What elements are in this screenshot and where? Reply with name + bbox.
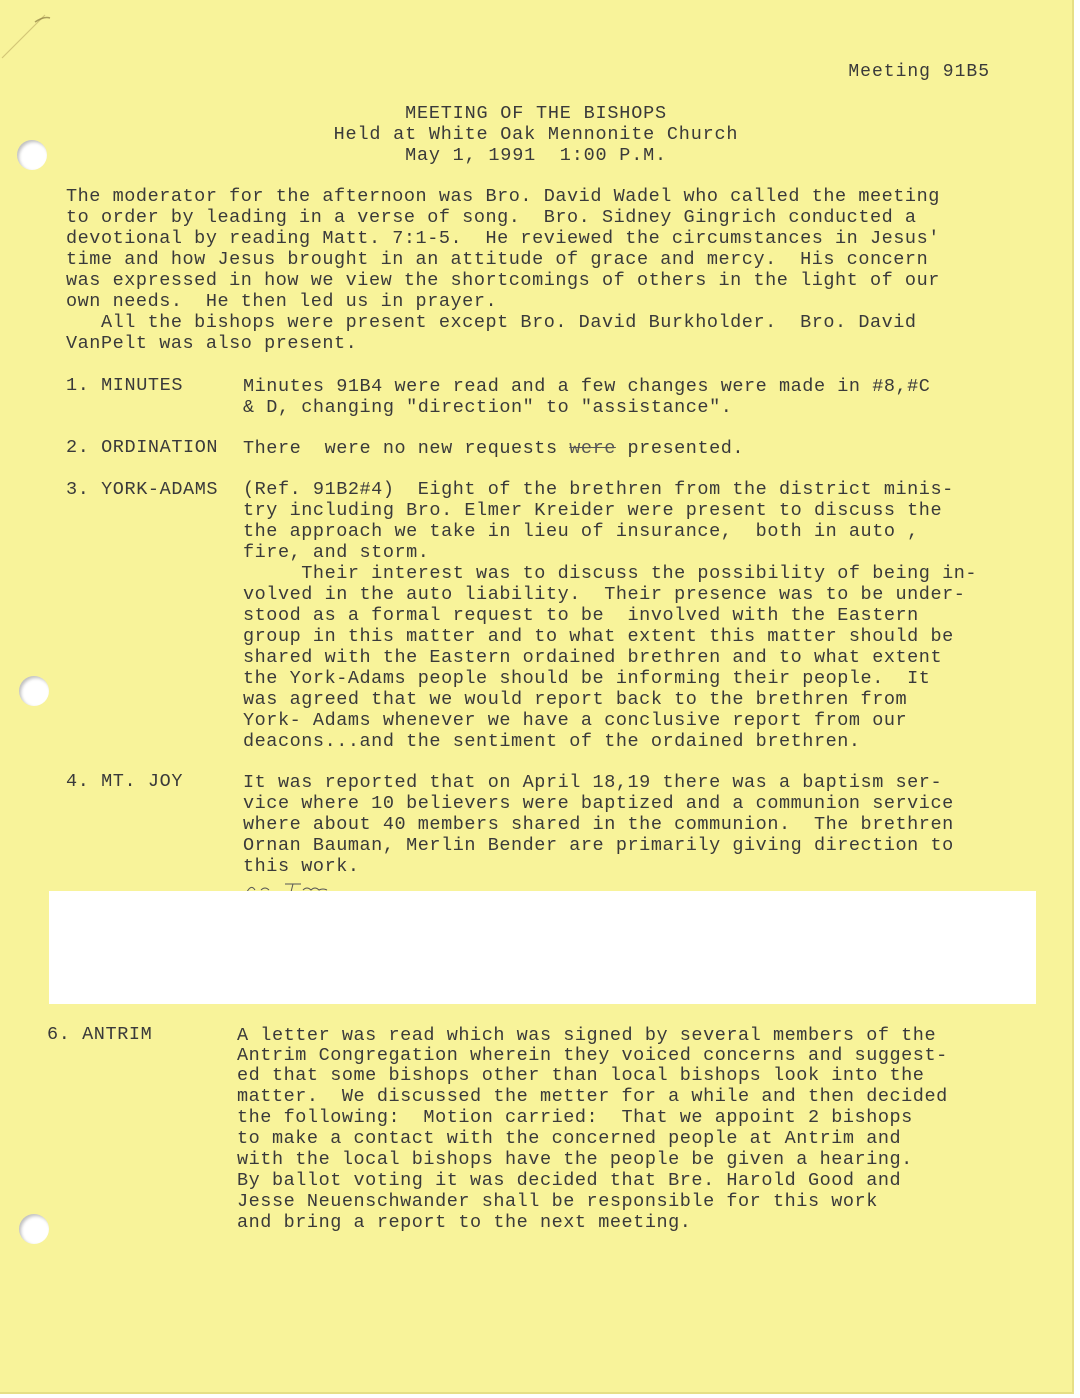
item-line: ed that some bishops other than local bishops look into the <box>237 1065 925 1086</box>
item-line: this work. <box>243 856 360 877</box>
item-line: York- Adams whenever we have a conclusive report from our <box>243 710 908 731</box>
item-line: vice where 10 believers were baptized and a communion service <box>243 793 954 814</box>
item-line: matter. We discussed the metter for a while and then decided <box>237 1086 948 1107</box>
corner-smudge-mark <box>0 0 60 60</box>
redaction-block <box>49 891 1036 1004</box>
item-line: stood as a formal request to be involved with the Eastern <box>243 605 919 626</box>
item-label: 4. MT. JOY <box>66 771 184 792</box>
item-line: shared with the Eastern ordained brethren and to what extent <box>243 647 943 668</box>
intro-line: The moderator for the afternoon was Bro. David Wadel who called the meeting <box>66 186 940 207</box>
struck-word: were <box>569 438 616 459</box>
intro-line: devotional by reading Matt. 7:1-5. He reviewed the circumstances in Jesus' <box>66 228 940 249</box>
punch-hole-bottom <box>19 1214 49 1244</box>
item-line: & D, changing "direction" to "assistance". <box>243 397 733 418</box>
document-id: Meeting 91B5 <box>848 62 990 82</box>
item-line: Minutes 91B4 were read and a few changes were made in #8,#C <box>243 376 931 397</box>
intro-line: to order by leading in a verse of song. Bro. Sidney Gingrich conducted a <box>66 207 917 228</box>
item-line: group in this matter and to what extent this matter should be <box>243 626 954 647</box>
item-line: and bring a report to the next meeting. <box>237 1212 692 1233</box>
item-line: Ornan Bauman, Merlin Bender are primarily giving direction to <box>243 835 954 856</box>
item-line: It was reported that on April 18,19 there was a baptism ser- <box>243 772 943 793</box>
item-line: fire, and storm. <box>243 542 430 563</box>
item-line: (Ref. 91B2#4) Eight of the brethren from the district minis- <box>243 479 954 500</box>
item-line: try including Bro. Elmer Kreider were present to discuss the <box>243 500 943 521</box>
intro-line: time and how Jesus brought in an attitude of grace and mercy. His concern <box>66 249 929 270</box>
intro-line: own needs. He then led us in prayer. <box>66 291 498 312</box>
item-line: the York-Adams people should be informing their people. It <box>243 668 931 689</box>
ordination-text-after: presented. <box>615 438 745 459</box>
meeting-date: May 1, 1991 1:00 P.M. <box>405 145 667 166</box>
item-line: Their interest was to discuss the possibility of being in- <box>243 563 978 584</box>
intro-line: was expressed in how we view the shortcomings of others in the light of our <box>66 270 940 291</box>
intro-line: VanPelt was also present. <box>66 333 358 354</box>
item-line <box>243 439 744 460</box>
item-line: the approach we take in lieu of insurance, both in auto , <box>243 521 919 542</box>
ordination-text-before: There were no new requests <box>243 438 570 459</box>
item-line: Jesse Neuenschwander shall be responsible for this work <box>237 1191 878 1212</box>
item-line: where about 40 members shared in the communion. The brethren <box>243 814 954 835</box>
item-line: with the local bishops have the people be given a hearing. <box>237 1149 913 1170</box>
item-line: By ballot voting it was decided that Bre. Harold Good and <box>237 1170 902 1191</box>
item-line: the following: Motion carried: That we appoint 2 bishops <box>237 1107 913 1128</box>
item-label: 6. ANTRIM <box>47 1024 153 1045</box>
item-line: was agreed that we would report back to the brethren from <box>243 689 908 710</box>
meeting-location: Held at White Oak Mennonite Church <box>333 124 739 145</box>
item-label: 3. YORK-ADAMS <box>66 479 219 500</box>
punch-hole-middle <box>19 676 49 706</box>
item-line: to make a contact with the concerned people at Antrim and <box>237 1128 902 1149</box>
meeting-title: MEETING OF THE BISHOPS <box>405 103 667 124</box>
item-label: 1. MINUTES <box>66 375 184 396</box>
item-line: Antrim Congregation wherein they voiced concerns and suggest- <box>237 1045 948 1066</box>
intro-line: All the bishops were present except Bro. David Burkholder. Bro. David <box>66 312 917 333</box>
item-line: deacons...and the sentiment of the ordained brethren. <box>243 731 861 752</box>
item-line: volved in the auto liability. Their presence was to be under- <box>243 584 966 605</box>
item-label: 2. ORDINATION <box>66 437 219 458</box>
item-line: A letter was read which was signed by several members of the <box>237 1025 937 1046</box>
